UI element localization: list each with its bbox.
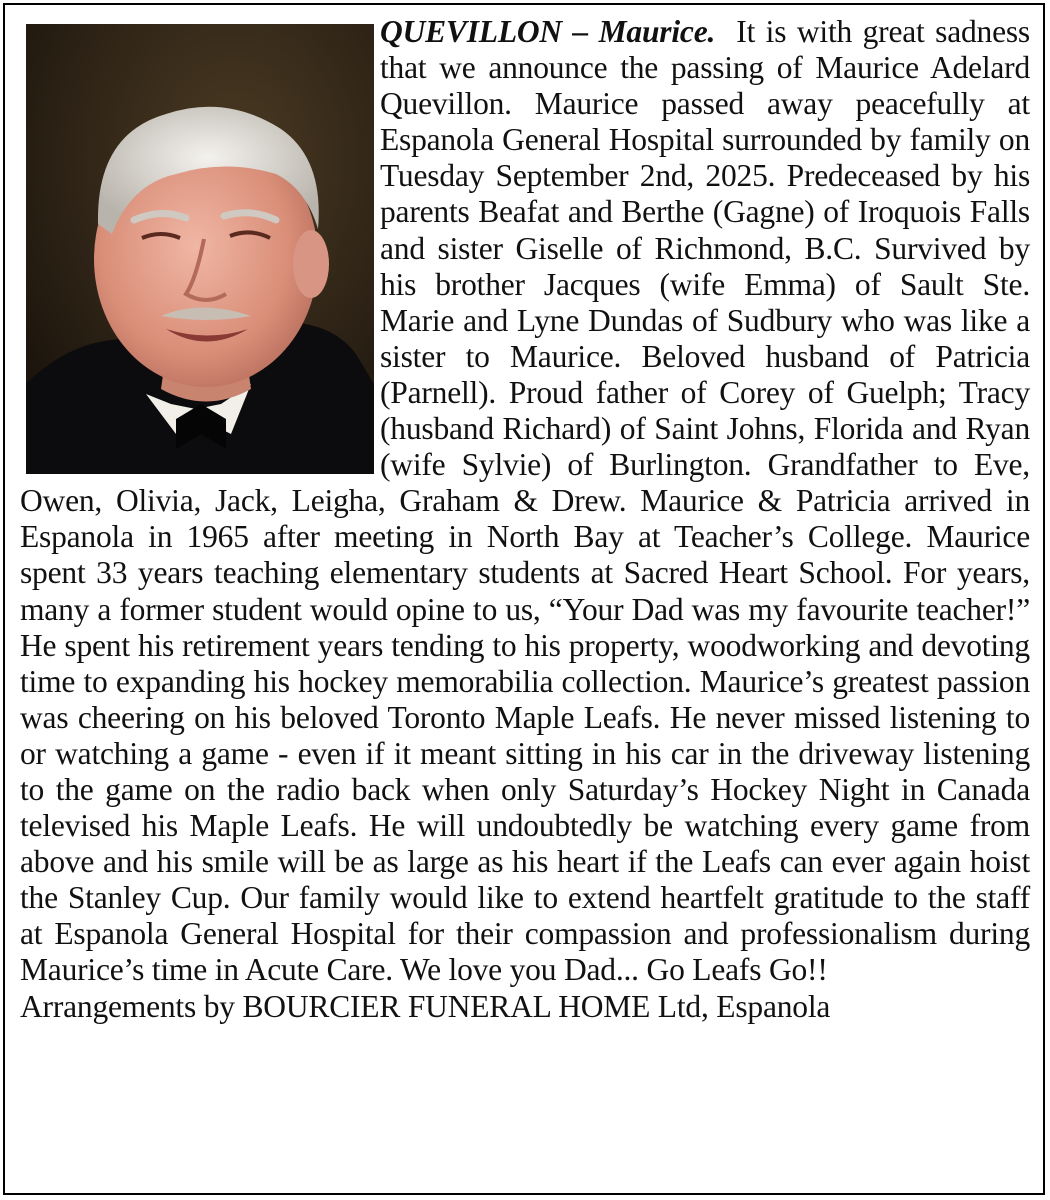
obituary-heading: QUEVILLON – Maurice. <box>380 14 716 49</box>
funeral-arrangements: Arrangements by BOURCIER FUNERAL HOME Ltd, Espanola <box>20 988 831 1024</box>
obituary-text <box>20 14 1030 1025</box>
photo-wrap-spacer <box>0 14 374 482</box>
obituary-body: It is with great sadness that we announce the passing of Maurice Adelard Quevillon. Maurice passed away peacefully at Espanola General Hospital surrounded by family on Tuesday September 2nd, 2025. Predeceased by his parents Beafat and Berthe (Gagne) of Iroquois Falls and sister Giselle of Richmond, B.C. Survived by his brother Jacques (wife Emma) of Sault Ste. Marie and Lyne Dundas of Sudbury who was like a sister to Maurice. Beloved husband of Patricia (Parnell). Proud father of Corey of Guelph; Tracy (husband Richard) of Saint Johns, Florida and Ryan (wife Sylvie) of Burlington. Grandfather to Eve, Owen, Olivia, Jack, Leigha, Graham & Drew. Maurice & Patricia arrived in Espanola in 1965 after meeting in North Bay at Teacher’s College. Maurice spent 33 years teaching elementary students at Sacred Heart School. For years, many a former student would opine to us, “Your Dad was my favourite teacher!” He spent his retirement years tending to his property, woodworking and devoting time to expanding his hockey memorabilia collection. Maurice’s greatest passion was cheering on his beloved Toronto Maple Leafs. He never missed listening to or watching a game - even if it meant sitting in his car in the driveway listening to the game on the radio back when only Saturday’s Hockey Night in Canada televised his Maple Leafs. He will undoubtedly be watching every game from above and his smile will be as large as his heart if the Leafs can ever again hoist the Stanley Cup. Our family would like to extend heartfelt gratitude to the staff at Espanola General Hospital for their compassion and professionalism during Maurice’s time in Acute Care. We love you Dad... Go Leafs Go!! <box>20 14 1030 988</box>
